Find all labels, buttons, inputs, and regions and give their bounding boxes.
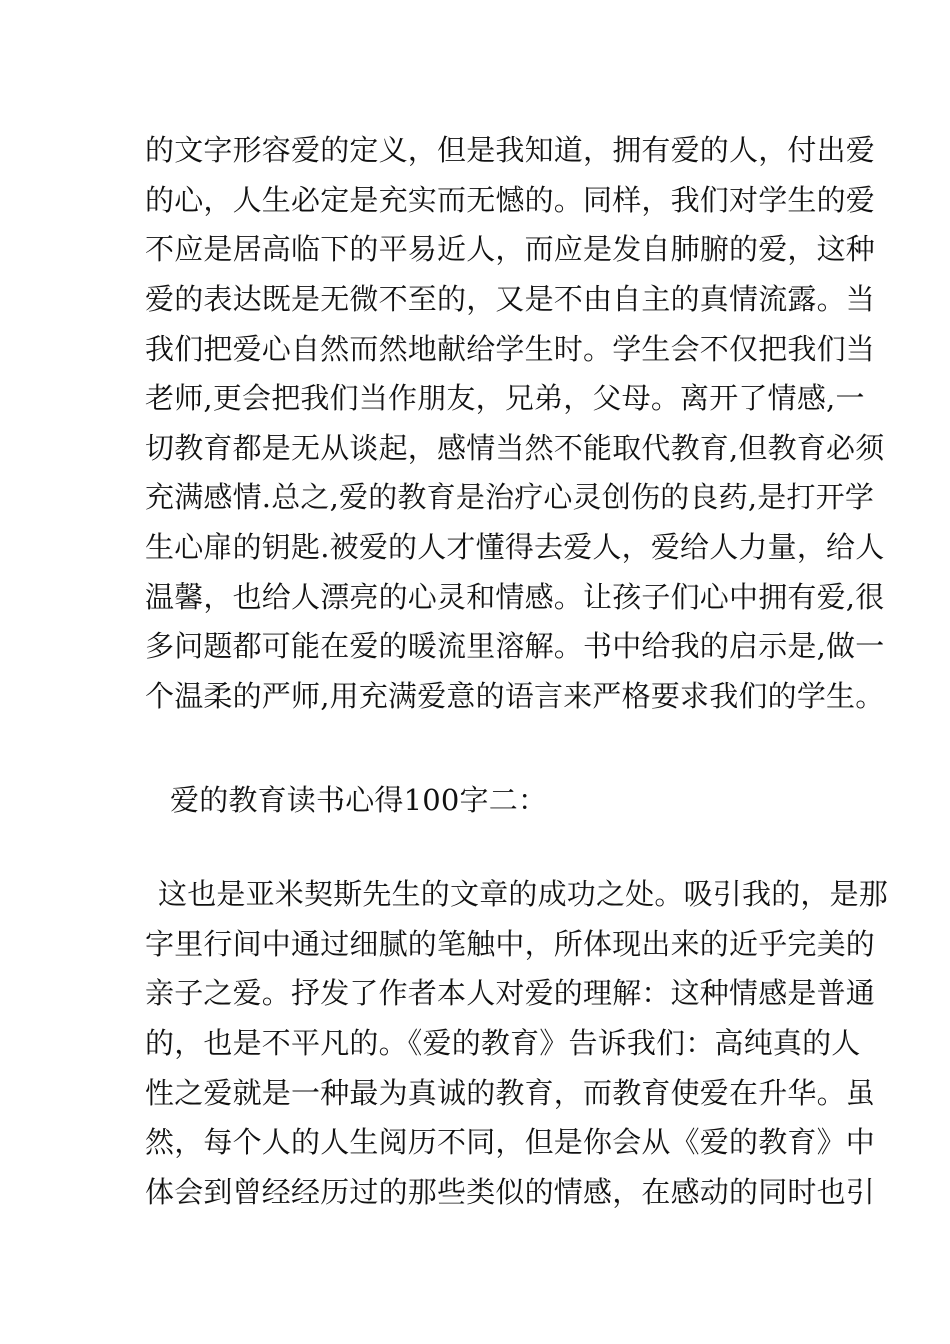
paragraph-2-line-3: 亲子之爱。抒发了作者本人对爱的理解：这种情感是普通 <box>145 976 876 1010</box>
paragraph-1-line-1: 的文字形容爱的定义，但是我知道，拥有爱的人，付出爱 <box>145 133 876 167</box>
paragraph-1-line-8: 充满感情.总之,爱的教育是治疗心灵创伤的良药,是打开学 <box>145 480 875 514</box>
paragraph-2-line-6: 然，每个人的人生阅历不同，但是你会从《爱的教育》中 <box>145 1125 876 1159</box>
paragraph-2-line-7: 体会到曾经经历过的那些类似的情感，在感动的同时也引 <box>145 1175 876 1209</box>
paragraph-1-line-9: 生心扉的钥匙.被爱的人才懂得去爱人，爱给人力量，给人 <box>145 530 885 564</box>
section-heading: 爱的教育读书心得100字二： <box>170 783 548 817</box>
paragraph-2-line-1: 这也是亚米契斯先生的文章的成功之处。吸引我的，是那 <box>158 877 889 911</box>
paragraph-1-line-5: 我们把爱心自然而然地献给学生时。学生会不仅把我们当 <box>145 332 876 366</box>
paragraph-1-line-12: 个温柔的严师,用充满爱意的语言来严格要求我们的学生。 <box>145 679 885 713</box>
paragraph-1-line-2: 的心，人生必定是充实而无憾的。同样，我们对学生的爱 <box>145 183 876 217</box>
paragraph-2-line-2: 字里行间中通过细腻的笔触中，所体现出来的近乎完美的 <box>145 927 876 961</box>
paragraph-1-line-7: 切教育都是无从谈起，感情当然不能取代教育,但教育必须 <box>145 431 885 465</box>
paragraph-1-line-11: 多问题都可能在爱的暖流里溶解。书中给我的启示是,做一 <box>145 629 885 663</box>
paragraph-1-line-10: 温馨，也给人漂亮的心灵和情感。让孩子们心中拥有爱,很 <box>145 580 885 614</box>
paragraph-1-line-6: 老师,更会把我们当作朋友，兄弟，父母。离开了情感,一 <box>145 381 865 415</box>
paragraph-1-line-3: 不应是居高临下的平易近人，而应是发自肺腑的爱，这种 <box>145 232 876 266</box>
paragraph-2-line-4: 的，也是不平凡的。《爱的教育》告诉我们：高纯真的人 <box>145 1026 861 1060</box>
paragraph-1-line-4: 爱的表达既是无微不至的，又是不由自主的真情流露。当 <box>145 282 876 316</box>
paragraph-2-line-5: 性之爱就是一种最为真诚的教育，而教育使爱在升华。虽 <box>145 1076 876 1110</box>
